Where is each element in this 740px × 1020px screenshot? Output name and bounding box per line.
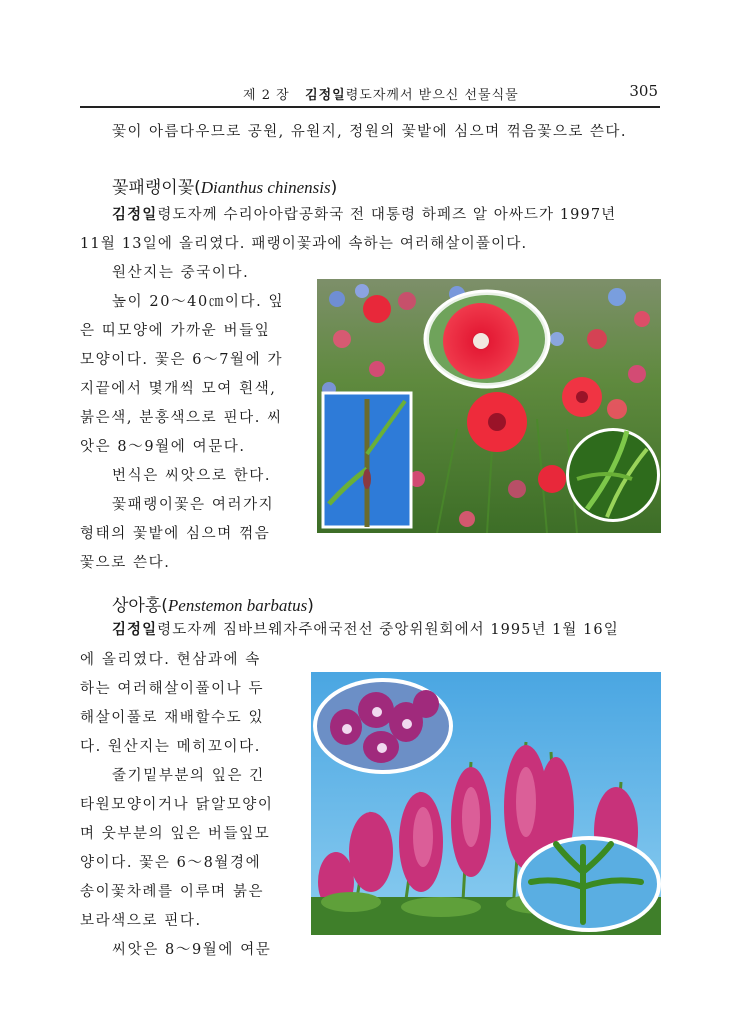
plant1-heading: 꽃패랭이꽃(Dianthus chinensis) bbox=[112, 178, 338, 198]
plant1-desc-line: 지끝에서 몇개씩 모여 흰색, bbox=[80, 381, 277, 397]
plant2-desc-line: 보라색으로 핀다. bbox=[80, 913, 202, 929]
plant1-desc-line: 모양이다. 꽃은 6～7월에 가 bbox=[80, 352, 284, 368]
plant1-desc-line: 번식은 씨앗으로 한다. bbox=[112, 468, 272, 484]
plant2-name-latin: Penstemon barbatus bbox=[167, 596, 308, 615]
plant2-name-ko: 상아홍 bbox=[112, 596, 162, 616]
leader-name: 김정일 bbox=[112, 622, 158, 638]
plant2-desc-line: 씨앗은 8～9월에 여문 bbox=[112, 942, 272, 958]
plant2-desc-line: 송이꽃차례를 이루며 붉은 bbox=[80, 884, 265, 900]
running-title-rest: 령도자께서 받으신 선물식물 bbox=[345, 88, 519, 103]
plant1-origin: 원산지는 중국이다. bbox=[112, 265, 250, 281]
plant1-desc-line: 형태의 꽃밭에 심으며 꺾음 bbox=[80, 526, 271, 542]
dianthus-photo bbox=[317, 279, 661, 533]
page-number: 305 bbox=[629, 82, 658, 100]
plant1-line1-text: 령도자께 수리아아랍공화국 전 대통령 하페즈 알 아싸드가 1997년 bbox=[157, 207, 617, 223]
plant1-desc-line: 앗은 8～9월에 여문다. bbox=[80, 439, 246, 455]
plant2-desc-line: 타원모양이거나 닭알모양이 bbox=[80, 797, 274, 813]
penstemon-photo bbox=[311, 672, 661, 935]
running-title-name: 김정일 bbox=[305, 88, 346, 103]
plant2-desc-line: 다. 원산지는 메히꼬이다. bbox=[80, 739, 261, 755]
plant1-name-latin: Dianthus chinensis bbox=[200, 178, 331, 197]
running-title bbox=[243, 84, 519, 103]
plant2-heading: 상아홍(Penstemon barbatus) bbox=[112, 596, 314, 616]
intro-paragraph: 꽃이 아름다우므로 공원, 유원지, 정원의 꽃밭에 심으며 꺾음꽃으로 쓴다. bbox=[112, 124, 627, 140]
plant1-desc-line: 꽃패랭이꽃은 여러가지 bbox=[112, 497, 275, 513]
plant1-desc-line: 은 띠모양에 가까운 버들잎 bbox=[80, 323, 271, 339]
plant2-desc-line: 양이다. 꽃은 6～8월경에 bbox=[80, 855, 262, 871]
chapter-label: 제 2 장 bbox=[243, 88, 290, 103]
leader-name: 김정일 bbox=[112, 207, 158, 223]
plant1-desc-line: 붉은색, 분홍색으로 핀다. 씨 bbox=[80, 410, 283, 426]
plant1-name-ko: 꽃패랭이꽃 bbox=[112, 178, 195, 198]
plant2-desc-line: 줄기밑부분의 잎은 긴 bbox=[112, 768, 265, 784]
plant1-desc-line: 꽃으로 쓴다. bbox=[80, 555, 171, 571]
plant1-line1 bbox=[112, 200, 616, 230]
plant2-line1 bbox=[112, 615, 619, 645]
plant2-line1-text: 령도자께 짐바브웨자주애국전선 중앙위원회에서 1995년 1월 16일 bbox=[157, 622, 619, 638]
plant1-line2: 11월 13일에 올리였다. 패랭이꽃과에 속하는 여러해살이풀이다. bbox=[80, 236, 528, 252]
plant1-desc-line: 높이 20～40㎝이다. 잎 bbox=[112, 294, 285, 310]
page-header bbox=[80, 84, 660, 108]
plant2-desc-line: 해살이풀로 재배할수도 있 bbox=[80, 710, 265, 726]
plant2-desc-line: 하는 여러해살이풀이나 두 bbox=[80, 681, 265, 697]
plant2-desc-line: 에 올리였다. 현삼과에 속 bbox=[80, 652, 261, 668]
plant2-desc-line: 며 웃부분의 잎은 버들잎모 bbox=[80, 826, 271, 842]
